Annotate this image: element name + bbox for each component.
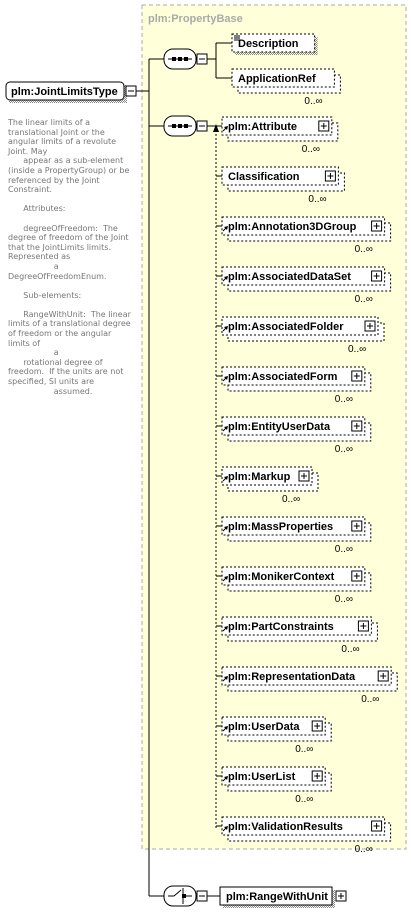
occurrence-label: 0..∞ [334, 544, 354, 555]
occurrence-label: 0..∞ [334, 444, 354, 455]
expand-icon[interactable] [312, 771, 322, 781]
root-collapse-icon[interactable] [126, 86, 136, 96]
element-label: plm:Markup [228, 471, 291, 483]
sequence-compositor-icon[interactable] [164, 49, 196, 69]
element-label: plm:AssociatedFolder [228, 321, 344, 333]
choice-collapse-icon[interactable] [197, 891, 207, 901]
element-label: plm:EntityUserData [228, 421, 331, 433]
element-label: Description [238, 38, 299, 50]
expand-icon[interactable] [352, 371, 362, 381]
expand-icon[interactable] [372, 821, 382, 831]
occurrence-label: 0..∞ [282, 494, 301, 505]
element-label: plm:UserData [228, 721, 300, 733]
element-label: plm:ValidationResults [228, 821, 343, 833]
expand-icon[interactable] [372, 271, 382, 281]
expand-icon[interactable] [312, 721, 322, 731]
expand-icon[interactable] [299, 471, 309, 481]
choice-compositor-icon[interactable] [164, 886, 196, 906]
occurrence-label: 0..∞ [295, 744, 314, 755]
occurrence-label: 0..∞ [295, 794, 314, 805]
property-base-label: plm:PropertyBase [148, 13, 243, 25]
expand-icon[interactable] [325, 171, 335, 181]
schema-element[interactable] [232, 34, 318, 55]
expand-icon[interactable] [372, 221, 382, 231]
element-label: plm:AssociatedForm [228, 371, 338, 383]
element-label: plm:MassProperties [228, 521, 334, 533]
element-label: plm:MonikerContext [228, 571, 335, 583]
element-label: plm:PartConstraints [228, 621, 334, 633]
occurrence-label: 0..∞ [308, 194, 327, 205]
sequence-collapse-icon[interactable] [197, 54, 207, 64]
root-element-label: plm:JointLimitsType [11, 86, 118, 98]
occurrence-label: 0..∞ [341, 644, 360, 655]
occurrence-label: 0..∞ [348, 344, 367, 355]
expand-icon[interactable] [352, 421, 362, 431]
expand-icon[interactable] [352, 521, 362, 531]
element-label: plm:Annotation3DGroup [228, 221, 357, 233]
sequence-compositor-icon[interactable] [164, 116, 196, 136]
element-label: plm:Attribute [228, 121, 298, 133]
sequence-collapse-icon[interactable] [197, 121, 207, 131]
occurrence-label: 0..∞ [334, 394, 354, 405]
expand-icon[interactable] [319, 121, 329, 131]
element-label: plm:AssociatedDataSet [228, 271, 351, 283]
element-label: plm:RepresentationData [228, 671, 356, 683]
range-with-unit-label: plm:RangeWithUnit [226, 891, 328, 903]
root-description: The linear limits of a translational Joint or the angular limits of a revolute Joint. May appear as a sub-element (inside a PropertyGroup) or be referenced by the Joint Constraint. Attributes: degreeOfFreedom: The degree of freedom of the Joint that the JointLimits limits. Represented as a DegreeOfFreedomEnum. Sub-elements: RangeWithUnit: The linear limits of a translational degree of freedom or the angular limits of a rotational degree of freedom. If the units are not specified, SI units are assumed. [8, 118, 131, 396]
occurrence-label: 0..∞ [301, 144, 321, 155]
occurrence-label: 0..∞ [354, 244, 373, 255]
element-label: ApplicationRef [238, 73, 316, 85]
expand-icon[interactable] [365, 321, 375, 331]
occurrence-label: 0..∞ [354, 294, 373, 305]
element-label: plm:UserList [228, 771, 296, 783]
expand-icon[interactable] [352, 571, 362, 581]
expand-icon[interactable] [378, 671, 388, 681]
occurrence-label: 0..∞ [304, 96, 323, 107]
occurrence-label: 0..∞ [361, 694, 380, 705]
element-label: Classification [228, 171, 300, 183]
expand-icon[interactable] [358, 621, 368, 631]
occurrence-label: 0..∞ [334, 594, 354, 605]
occurrence-label: 0..∞ [354, 844, 373, 855]
expand-icon[interactable] [336, 891, 346, 901]
